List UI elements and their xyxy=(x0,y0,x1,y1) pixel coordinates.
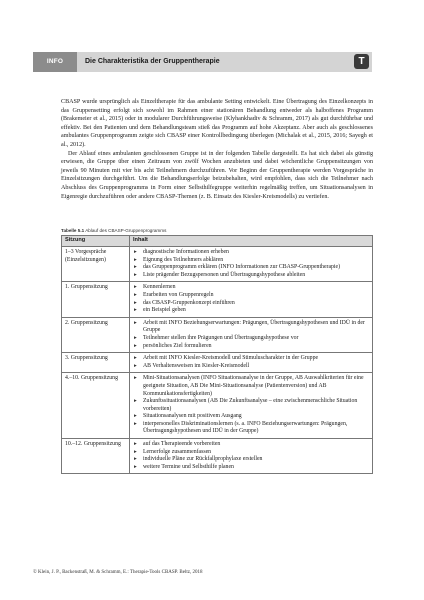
list-item: ▸ das Gruppenprogramm erklären (INFO Informationen zur CBASP-Gruppentherapie) xyxy=(133,264,369,272)
content-cell xyxy=(130,247,373,282)
table-row xyxy=(62,439,373,474)
content-list xyxy=(133,284,369,314)
list-item: ▸ Lernerfolge zusammenfassen xyxy=(133,449,369,457)
list-item: ▸ Mini-Situationsanalysen (INFO Situationsanalyse in der Gruppe, AB Auswahlkriterien für eine geeignete Situation, AB Die Mini-Situationsanalyse (Patientenversion) und AB Kommunikationsfertigkeiten) xyxy=(133,375,369,398)
table-caption-label: Tabelle 5.1 xyxy=(61,228,85,233)
content-cell xyxy=(130,282,373,317)
list-item: ▸ Kennenlernen xyxy=(133,284,369,292)
table-header-row xyxy=(62,236,373,247)
session-cell: 1–3 Vorgespräche (Einzelsitzungen) xyxy=(62,247,130,282)
copyright-footer: © Klein, J. P., Backenstraß, M. & Schramm, E.: Therapie-Tools CBASP. Beltz, 2018 xyxy=(33,570,203,575)
content-list xyxy=(133,441,369,471)
list-item: ▸ Zukunftssituationsanalysen (AB Die Zukunftsanalyse – eine zwischenmenschliche Situation vorbereiten) xyxy=(133,398,369,413)
list-item: ▸ individuelle Pläne zur Rückfallprophylaxe erstellen xyxy=(133,456,369,464)
list-item: ▸ Arbeit mit INFO Kiesler-Kreismodell und Stimuluscharakter in der Gruppe xyxy=(133,355,369,363)
table-row xyxy=(62,373,373,439)
session-cell: 10.–12. Gruppensitzung xyxy=(62,439,130,474)
page-title: Die Charakteristika der Gruppentherapie xyxy=(85,58,220,65)
content-list xyxy=(133,355,369,370)
list-item: ▸ weitere Termine und Selbsthilfe planen xyxy=(133,464,369,472)
column-header-content: Inhalt xyxy=(130,236,373,247)
content-cell xyxy=(130,439,373,474)
list-item: ▸ auf das Therapieende vorbereiten xyxy=(133,441,369,449)
table-row xyxy=(62,282,373,317)
list-item: ▸ interpersonelles Diskriminationslernen (s. a. INFO Beziehungserwartungen: Prägungen, Übertragungshypothesen und IDÜ in der Gruppe) xyxy=(133,421,369,436)
list-item: ▸ ein Beispiel geben xyxy=(133,307,369,315)
content-list xyxy=(133,249,369,279)
content-cell xyxy=(130,373,373,439)
therapist-t-icon: T xyxy=(354,54,369,69)
table-row xyxy=(62,317,373,352)
table-body xyxy=(62,247,373,474)
session-table xyxy=(61,235,373,474)
list-item: ▸ Erarbeiten von Gruppenregeln xyxy=(133,292,369,300)
list-item: ▸ Arbeit mit INFO Beziehungserwartungen: Prägungen, Übertragungshypothesen und IDÜ in der Gruppe xyxy=(133,320,369,335)
content-cell xyxy=(130,353,373,373)
session-cell: 1. Gruppensitzung xyxy=(62,282,130,317)
list-item: ▸ persönliches Ziel formulieren xyxy=(133,343,369,351)
list-item: ▸ das CBASP-Gruppenkonzept einführen xyxy=(133,300,369,308)
list-item: ▸ Teilnehmer stellen ihre Prägungen und Übertragungshypothese vor xyxy=(133,335,369,343)
table-row xyxy=(62,247,373,282)
paragraph: Der Ablauf eines ambulanten geschlossenen Gruppe ist in der folgenden Tabelle dargestellt. Es hat sich dabei als günstig erwiesen, die Gruppe über einen Zeitraum von zwölf Wochen anzubieten und dabei wöchentliche Gruppensitzungen von jeweils 90 Minuten mit vier bis acht Teilnehmern durchzuführen. Vor Beginn der Gruppentherapie werden Vorgespräche in Einzelsitzungen durchgeführt. Um die Behandlungserfolge beizubehalten, wird empfohlen, dass sich die Teilnehmer nach Abschluss des Gruppenprogramms in Form einer Selbsthilfegruppe weiterhin regelmäßig treffen, um Situationsanalysen in Eigenregie durchzuführen oder andere CBASP-Themen (z. B. Einsatz des Kiesler-Kreismodells) zu vertiefen. xyxy=(61,150,373,200)
info-tag: INFO xyxy=(33,52,77,72)
paragraph: CBASP wurde ursprünglich als Einzeltherapie für das ambulante Setting entwickelt. Eine Übertragung des Einzelkonzepts in das Gruppensetting erfolgt sich sowohl im Rahmen einer stationären Behandlung entweder als halboffenes Programm (Brakemeier et al., 2015) oder in modularer Durchführungsweise (Klyhankhadiv & Schramm, 2017) als gut durchführbar und effektiv. Bei den Patienten und dem Behandlungsteam stieß das Programm auf hohe Akzeptanz. Aber auch als geschlossenes ambulantes Gruppenprogramm zeigte sich CBASP einer Kontrollbedingung überlegen (Michalak et al., 2015, 2016; Sayegh et al., 2012). xyxy=(61,99,373,148)
content-cell xyxy=(130,317,373,352)
content-list xyxy=(133,320,369,350)
session-cell: 3. Gruppensitzung xyxy=(62,353,130,373)
list-item: ▸ Eignung des Teilnehmers abklären xyxy=(133,257,369,265)
column-header-session: Sitzung xyxy=(62,236,130,247)
session-cell: 4.–10. Gruppensitzung xyxy=(62,373,130,439)
list-item: ▸ diagnostische Informationen erheben xyxy=(133,249,369,257)
table-caption xyxy=(61,228,166,233)
session-cell: 2. Gruppensitzung xyxy=(62,317,130,352)
table-row xyxy=(62,353,373,373)
list-item: ▸ Situationsanalysen mit positivem Ausgang xyxy=(133,413,369,421)
body-text xyxy=(61,98,373,201)
content-list xyxy=(133,375,369,436)
list-item: ▸ Liste prägender Bezugspersonen und Übertragungshypothese ableiten xyxy=(133,272,369,280)
list-item: ▸ AB Verhaltensweisen im Kiesler-Kreismodell xyxy=(133,363,369,371)
table-caption-text: Ablauf des CBASP-Gruppenprogramms xyxy=(85,228,167,233)
info-header-bar xyxy=(33,52,372,72)
